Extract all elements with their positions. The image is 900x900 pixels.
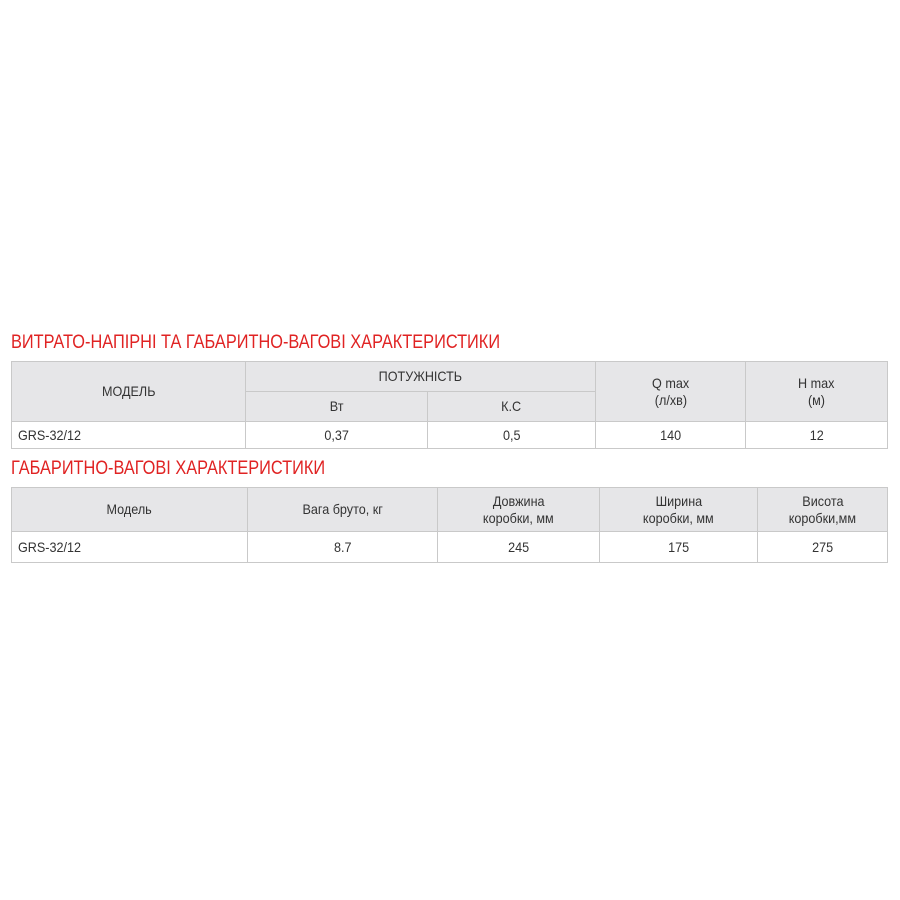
header-power: ПОТУЖНІСТЬ <box>246 362 596 392</box>
header-gross-weight: Вага бруто, кг <box>248 488 438 532</box>
header-box-length: Довжина коробки, мм <box>438 488 600 532</box>
table-header-row <box>12 362 888 392</box>
header-box-height: Висота коробки,мм <box>758 488 888 532</box>
cell-hmax: 12 <box>746 422 888 449</box>
table-row <box>12 422 888 449</box>
flow-pressure-table <box>11 361 888 449</box>
table-row <box>12 532 888 563</box>
cell-power-w: 0,37 <box>246 422 428 449</box>
header-power-hp: К.С <box>428 392 596 422</box>
section-title-flow-pressure: ВИТРАТО-НАПІРНІ ТА ГАБАРИТНО-ВАГОВІ ХАРАКТЕРИСТИКИ <box>11 332 501 353</box>
cell-gross-weight: 8.7 <box>248 532 438 563</box>
header-box-width: Ширина коробки, мм <box>600 488 758 532</box>
dimensions-weight-table <box>11 487 888 563</box>
cell-model: GRS-32/12 <box>12 532 248 563</box>
cell-qmax: 140 <box>596 422 746 449</box>
cell-model: GRS-32/12 <box>12 422 246 449</box>
cell-box-height: 275 <box>758 532 888 563</box>
cell-power-hp: 0,5 <box>428 422 596 449</box>
header-model: МОДЕЛЬ <box>12 362 246 422</box>
header-model: Модель <box>12 488 248 532</box>
table-header-row <box>12 488 888 532</box>
header-hmax: H max (м) <box>746 362 888 422</box>
cell-box-length: 245 <box>438 532 600 563</box>
cell-box-width: 175 <box>600 532 758 563</box>
header-qmax: Q max (л/хв) <box>596 362 746 422</box>
header-power-w: Вт <box>246 392 428 422</box>
section-title-dimensions-weight: ГАБАРИТНО-ВАГОВІ ХАРАКТЕРИСТИКИ <box>11 458 326 479</box>
